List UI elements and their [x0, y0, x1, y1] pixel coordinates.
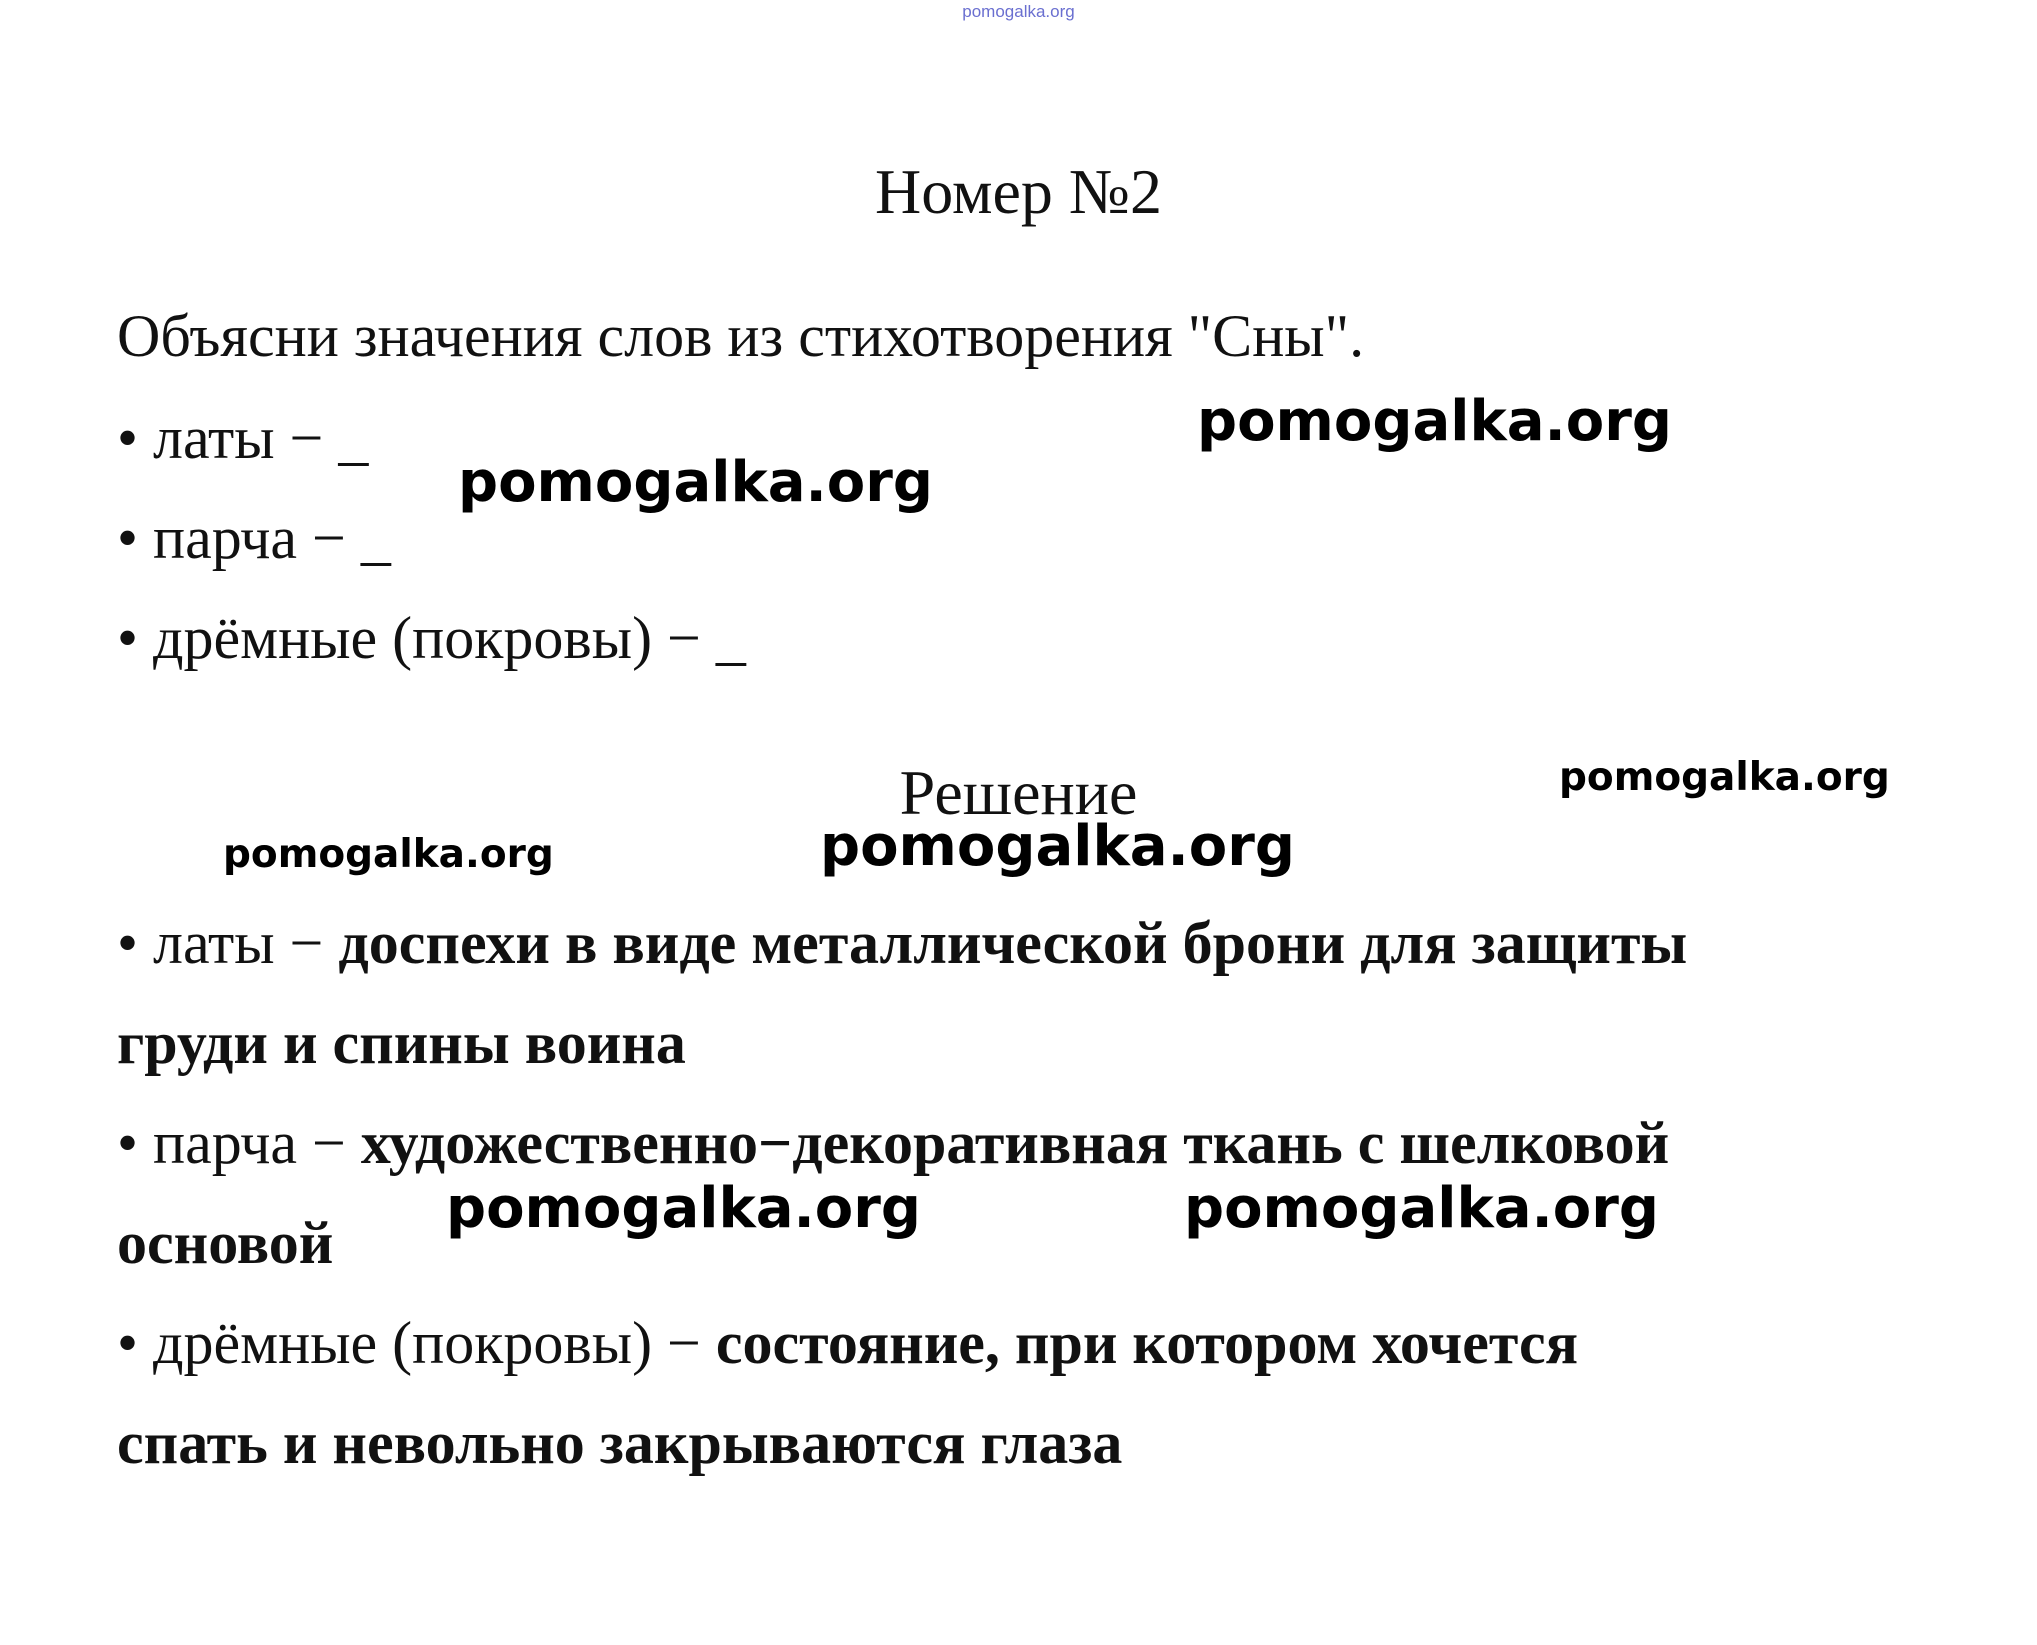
watermark: pomogalka.org [1559, 755, 1890, 800]
task-item-dremnye: • дрёмные (покровы) − _ [117, 605, 746, 671]
watermark: pomogalka.org [458, 450, 933, 515]
answer-definition-continued: спать и невольно закрываются глаза [117, 1410, 1123, 1476]
answer-parcha-continued [117, 1205, 333, 1281]
watermark: pomogalka.org [223, 832, 554, 877]
watermark: pomogalka.org [1184, 1176, 1659, 1241]
answer-term: • парча − [117, 1110, 361, 1176]
page-title: Номер №2 [875, 156, 1162, 227]
solution-heading: Решение [899, 757, 1138, 828]
task-item-laty: • латы − _ [117, 405, 369, 471]
task-item-parcha: • парча − _ [117, 505, 391, 571]
answer-term: • латы − [117, 910, 339, 976]
answer-laty [117, 905, 1687, 981]
answer-definition: состояние, при котором хочется [715, 1310, 1579, 1376]
site-mark: pomogalka.org [962, 2, 1075, 21]
answer-dremnye-continued [117, 1405, 1122, 1481]
watermark: pomogalka.org [446, 1176, 921, 1241]
answer-dremnye [117, 1305, 1578, 1381]
answer-laty-continued [117, 1005, 686, 1081]
watermark: pomogalka.org [820, 814, 1295, 879]
answer-parcha [117, 1105, 1669, 1181]
answer-definition-continued: груди и спины воина [117, 1010, 686, 1076]
answer-definition-continued: основой [117, 1210, 334, 1276]
answer-definition: доспехи в виде металлической брони для защиты [338, 910, 1688, 976]
answer-definition: художественно−декоративная ткань с шелковой [360, 1110, 1670, 1176]
watermark: pomogalka.org [1197, 389, 1672, 454]
task-question: Объясни значения слов из стихотворения "Сны". [117, 303, 1365, 369]
answer-term: • дрёмные (покровы) − [117, 1310, 716, 1376]
